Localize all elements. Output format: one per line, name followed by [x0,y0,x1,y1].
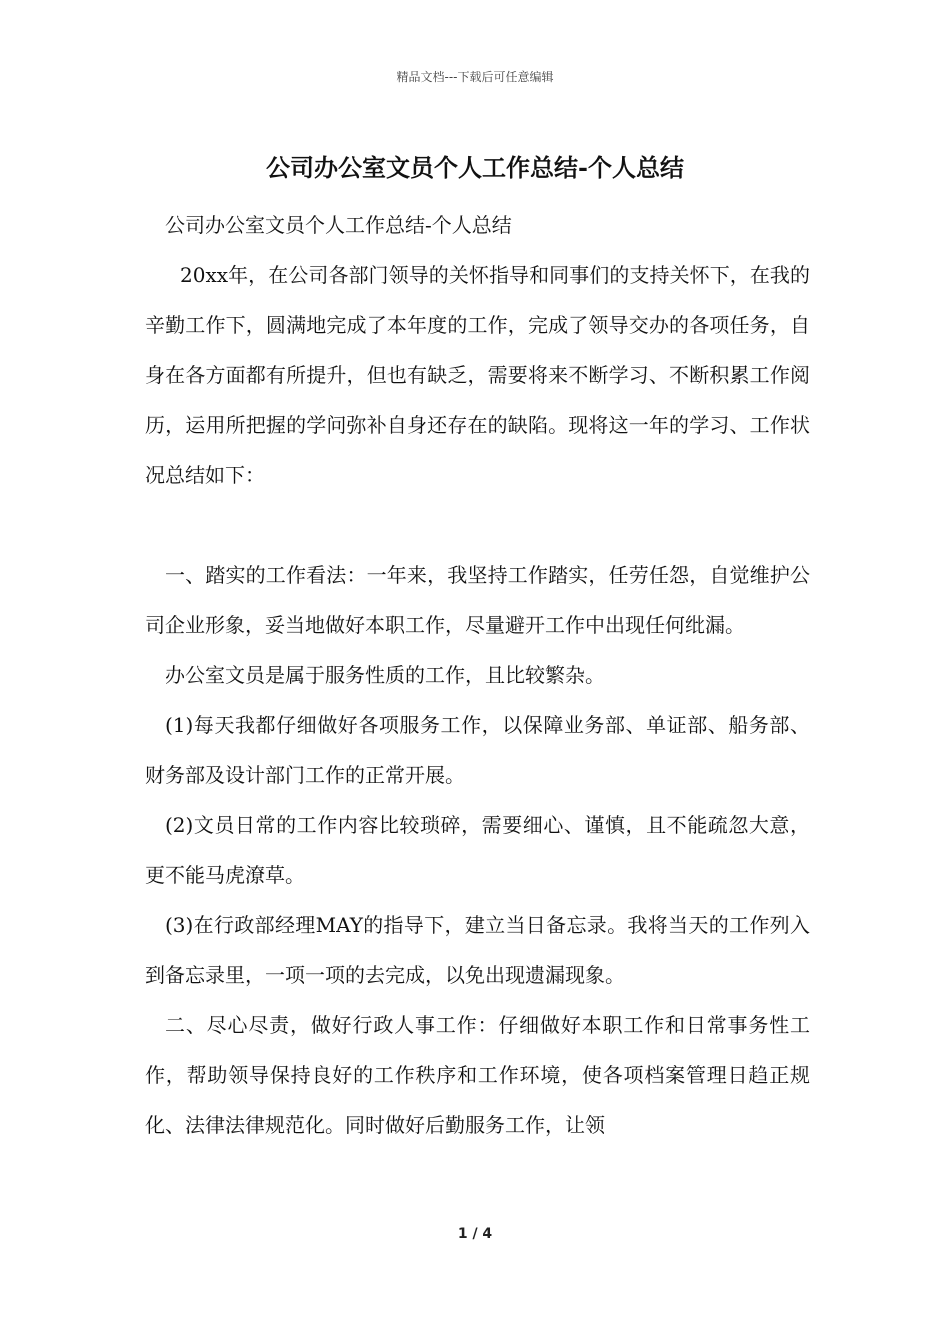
intro-paragraph: 20xx年，在公司各部门领导的关怀指导和同事们的支持关怀下，在我的辛勤工作下，圆满地完成了本年度的工作，完成了领导交办的各项任务，自身在各方面都有所提升，但也有缺乏，需要将来不断学习、不断积累工作阅历，运用所把握的学问弥补自身还存在的缺陷。现将这一年的学习、工作状况总结如下： [145,263,810,487]
header-note: 精品文档---下载后可任意编辑 [396,70,554,84]
subtitle-paragraph: 公司办公室文员个人工作总结-个人总结 [165,213,512,237]
page-indicator: 1 / 4 [457,1226,493,1242]
document-title: 公司办公室文员个人工作总结-个人总结 [266,153,684,182]
document-body [145,200,810,1150]
item-1-paragraph: (1)每天我都仔细做好各项服务工作，以保障业务部、单证部、船务部、财务部及设计部门工作的正常开展。 [145,713,810,787]
clerk-role-paragraph: 办公室文员是属于服务性质的工作，且比较繁杂。 [165,663,605,687]
section-two-paragraph: 二、尽心尽责，做好行政人事工作：仔细做好本职工作和日常事务性工作，帮助领导保持良好的工作秩序和工作环境，使各项档案管理日趋正规化、法律法律规范化。同时做好后勤服务工作，让领 [145,1013,810,1137]
item-2-paragraph: (2)文员日常的工作内容比较琐碎，需要细心、谨慎，且不能疏忽大意，更不能马虎潦草。 [145,813,810,887]
item-3-paragraph: (3)在行政部经理MAY的指导下，建立当日备忘录。我将当天的工作列入到备忘录里，一项一项的去完成，以免出现遗漏现象。 [145,913,810,987]
section-one-paragraph: 一、踏实的工作看法：一年来，我坚持工作踏实，任劳任怨，自觉维护公司企业形象，妥当地做好本职工作，尽量避开工作中出现任何纰漏。 [145,563,810,637]
paragraph-gap [145,500,810,550]
